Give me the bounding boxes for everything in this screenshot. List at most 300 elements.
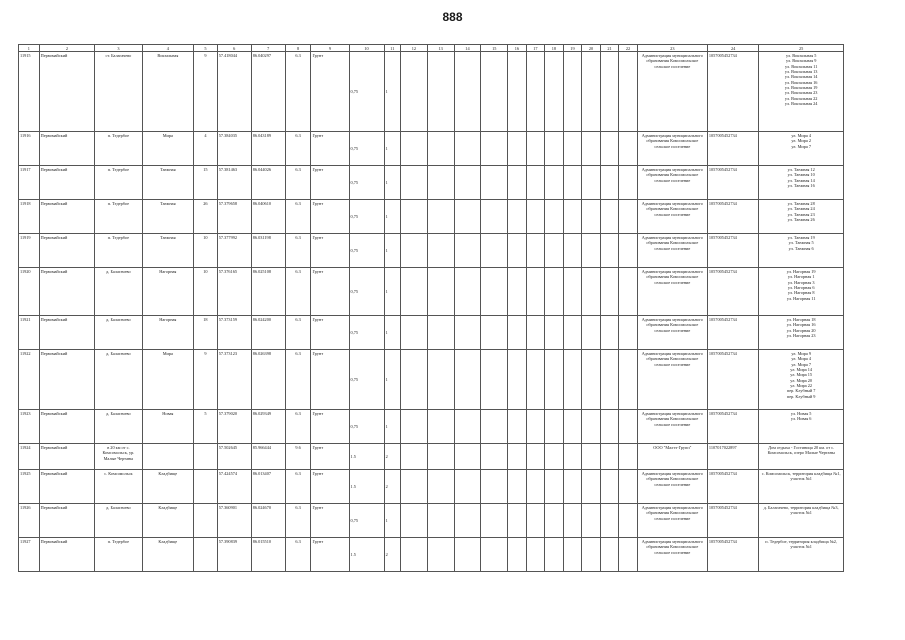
empty-cell bbox=[454, 538, 481, 572]
table-row bbox=[19, 316, 844, 350]
owner-cell: Администрация муниципального образования Комсомольское сельское поселение bbox=[637, 200, 707, 234]
table-row bbox=[19, 350, 844, 410]
empty-cell bbox=[600, 444, 619, 470]
empty-cell bbox=[526, 350, 545, 410]
address-line: ул. Новая 5 bbox=[790, 410, 812, 416]
empty-cell bbox=[454, 166, 481, 200]
district-cell: Первомайский bbox=[39, 268, 95, 316]
area-cell: 6.3 bbox=[285, 52, 311, 132]
empty-cell bbox=[619, 52, 638, 132]
address-line: ул. Таежная 26 bbox=[787, 216, 815, 222]
empty-cell bbox=[481, 350, 508, 410]
volume-cell: 0,75 bbox=[349, 504, 384, 538]
empty-cell bbox=[545, 410, 564, 444]
address-line: ул. Нагорная 20 bbox=[786, 327, 816, 333]
count-cell: 1 bbox=[384, 52, 400, 132]
area-cell: 6.3 bbox=[285, 504, 311, 538]
address-line: ул. Вокзальная 24 bbox=[784, 101, 818, 107]
settlement-cell: п. Тедербое bbox=[95, 538, 142, 572]
house-cell bbox=[194, 504, 218, 538]
empty-cell bbox=[600, 410, 619, 444]
empty-cell bbox=[508, 470, 527, 504]
empty-cell bbox=[619, 316, 638, 350]
empty-cell bbox=[563, 132, 582, 166]
column-header: 14 bbox=[454, 45, 481, 52]
area-cell: 6.3 bbox=[285, 268, 311, 316]
settlement-cell: п. Тедербое bbox=[95, 234, 142, 268]
row-number: 11924 bbox=[19, 444, 40, 470]
empty-cell bbox=[427, 316, 454, 350]
volume-cell: 0,75 bbox=[349, 410, 384, 444]
empty-cell bbox=[582, 234, 601, 268]
count-cell: 1 bbox=[384, 316, 400, 350]
latitude-cell: 57.381463 bbox=[217, 166, 251, 200]
latitude-cell: 57.384035 bbox=[217, 132, 251, 166]
address-line: ул. Мира 9 bbox=[791, 350, 811, 356]
address-line: д. Балагачево, территория кладбища №3, участок №1 bbox=[763, 504, 839, 516]
addresses-cell bbox=[759, 350, 844, 410]
empty-cell bbox=[563, 316, 582, 350]
address-line: ул. Мира 20 bbox=[790, 377, 813, 383]
house-cell bbox=[194, 444, 218, 470]
empty-cell bbox=[401, 444, 428, 470]
longitude-cell: 86.024200 bbox=[251, 316, 285, 350]
inn-cell: 1057005452734 bbox=[707, 200, 758, 234]
empty-cell bbox=[526, 52, 545, 132]
street-cell: Кладбище bbox=[142, 538, 193, 572]
empty-cell bbox=[454, 268, 481, 316]
address-line: пер. Клубный 7 bbox=[786, 388, 816, 394]
address-line: ул. Таежная 5 bbox=[788, 240, 814, 246]
empty-cell bbox=[454, 234, 481, 268]
row-number: 11923 bbox=[19, 410, 40, 444]
count-cell: 1 bbox=[384, 234, 400, 268]
empty-cell bbox=[427, 444, 454, 470]
latitude-cell: 57.390839 bbox=[217, 538, 251, 572]
page-number: 888 bbox=[442, 10, 463, 24]
longitude-cell: 86.029349 bbox=[251, 410, 285, 444]
column-header: 10 bbox=[349, 45, 384, 52]
surface-cell: Грунт bbox=[311, 52, 349, 132]
inn-cell: 1107017022897 bbox=[707, 444, 758, 470]
empty-cell bbox=[619, 350, 638, 410]
empty-cell bbox=[582, 268, 601, 316]
empty-cell bbox=[401, 350, 428, 410]
column-header: 9 bbox=[311, 45, 349, 52]
latitude-cell: 57.376165 bbox=[217, 268, 251, 316]
empty-cell bbox=[545, 538, 564, 572]
district-cell: Первомайский bbox=[39, 444, 95, 470]
empty-cell bbox=[526, 410, 545, 444]
owner-cell: Администрация муниципального образования Комсомольское сельское поселение bbox=[637, 504, 707, 538]
column-header: 16 bbox=[508, 45, 527, 52]
owner-cell: Администрация муниципального образования Комсомольское сельское поселение bbox=[637, 52, 707, 132]
house-cell: 15 bbox=[194, 166, 218, 200]
empty-cell bbox=[401, 52, 428, 132]
address-line: ул. Нагорная 3 bbox=[787, 279, 815, 285]
addresses-cell bbox=[759, 132, 844, 166]
house-cell: 26 bbox=[194, 200, 218, 234]
empty-cell bbox=[508, 234, 527, 268]
surface-cell: Грунт bbox=[311, 316, 349, 350]
address-line: ул. Мира 14 bbox=[790, 366, 813, 372]
longitude-cell: 86.024670 bbox=[251, 504, 285, 538]
empty-cell bbox=[427, 200, 454, 234]
row-number: 11927 bbox=[19, 538, 40, 572]
settlement-cell: п. Тедербое bbox=[95, 166, 142, 200]
surface-cell: Грунт bbox=[311, 410, 349, 444]
address-line: ул. Таежная 14 bbox=[787, 177, 815, 183]
row-number: 11921 bbox=[19, 316, 40, 350]
address-line: ул. Вокзальная 5 bbox=[785, 52, 817, 58]
owner-cell: Администрация муниципального образования Комсомольское сельское поселение bbox=[637, 166, 707, 200]
address-line: п. Тедербое, территория кладбища №2, участок №1 bbox=[765, 538, 838, 550]
addresses-cell bbox=[759, 504, 844, 538]
column-header: 15 bbox=[481, 45, 508, 52]
column-header: 5 bbox=[194, 45, 218, 52]
empty-cell bbox=[526, 470, 545, 504]
column-header: 17 bbox=[526, 45, 545, 52]
area-cell: 6.3 bbox=[285, 350, 311, 410]
house-cell bbox=[194, 538, 218, 572]
table-row bbox=[19, 166, 844, 200]
count-cell: 1 bbox=[384, 132, 400, 166]
empty-cell bbox=[401, 316, 428, 350]
street-cell: Мира bbox=[142, 350, 193, 410]
table-body bbox=[19, 45, 844, 572]
empty-cell bbox=[526, 538, 545, 572]
surface-cell: Грунт bbox=[311, 504, 349, 538]
longitude-cell: 86.013407 bbox=[251, 470, 285, 504]
address-line: ул. Нагорная 11 bbox=[786, 295, 816, 301]
inn-cell: 1057005452734 bbox=[707, 410, 758, 444]
empty-cell bbox=[481, 234, 508, 268]
table-row bbox=[19, 470, 844, 504]
empty-cell bbox=[427, 52, 454, 132]
empty-cell bbox=[582, 504, 601, 538]
table-row bbox=[19, 132, 844, 166]
empty-cell bbox=[427, 538, 454, 572]
longitude-cell: 86.044026 bbox=[251, 166, 285, 200]
empty-cell bbox=[600, 200, 619, 234]
owner-cell: Администрация муниципального образования Комсомольское сельское поселение bbox=[637, 234, 707, 268]
district-cell: Первомайский bbox=[39, 316, 95, 350]
owner-cell: Администрация муниципального образования Комсомольское сельское поселение bbox=[637, 132, 707, 166]
table-row bbox=[19, 504, 844, 538]
row-number: 11917 bbox=[19, 166, 40, 200]
latitude-cell: 57.377992 bbox=[217, 234, 251, 268]
empty-cell bbox=[454, 444, 481, 470]
empty-cell bbox=[545, 444, 564, 470]
settlement-cell: п. Тедербое bbox=[95, 132, 142, 166]
row-number: 11915 bbox=[19, 52, 40, 132]
empty-cell bbox=[508, 52, 527, 132]
column-header: 20 bbox=[582, 45, 601, 52]
empty-cell bbox=[526, 234, 545, 268]
volume-cell: 0,75 bbox=[349, 268, 384, 316]
empty-cell bbox=[427, 234, 454, 268]
inn-cell: 1057005452734 bbox=[707, 132, 758, 166]
longitude-cell: 86.026398 bbox=[251, 350, 285, 410]
empty-cell bbox=[619, 504, 638, 538]
volume-cell: 0,75 bbox=[349, 234, 384, 268]
empty-cell bbox=[454, 316, 481, 350]
empty-cell bbox=[545, 504, 564, 538]
empty-cell bbox=[582, 444, 601, 470]
latitude-cell: 57.379020 bbox=[217, 410, 251, 444]
settlement-cell: с. Комсомольск bbox=[95, 470, 142, 504]
addresses-cell bbox=[759, 444, 844, 470]
empty-cell bbox=[427, 410, 454, 444]
column-header: 24 bbox=[707, 45, 758, 52]
empty-cell bbox=[600, 504, 619, 538]
district-cell: Первомайский bbox=[39, 410, 95, 444]
addresses-cell bbox=[759, 410, 844, 444]
column-header: 4 bbox=[142, 45, 193, 52]
address-line: ул. Нагорная 23 bbox=[786, 332, 816, 338]
district-cell: Первомайский bbox=[39, 166, 95, 200]
empty-cell bbox=[454, 504, 481, 538]
empty-cell bbox=[563, 166, 582, 200]
inn-cell: 1057005452734 bbox=[707, 470, 758, 504]
empty-cell bbox=[508, 200, 527, 234]
address-line: ул. Мира 15 bbox=[790, 372, 813, 378]
area-cell: 6.3 bbox=[285, 316, 311, 350]
address-line: ул. Вокзальная 14 bbox=[784, 74, 818, 80]
address-line: ул. Нагорная 8 bbox=[787, 290, 815, 296]
empty-cell bbox=[481, 538, 508, 572]
empty-cell bbox=[619, 470, 638, 504]
empty-cell bbox=[526, 200, 545, 234]
empty-cell bbox=[508, 350, 527, 410]
address-line: ул. Таежная 24 bbox=[787, 206, 815, 212]
count-cell: 1 bbox=[384, 200, 400, 234]
empty-cell bbox=[600, 268, 619, 316]
count-cell: 1 bbox=[384, 166, 400, 200]
column-header: 11 bbox=[384, 45, 400, 52]
latitude-cell: 57.360901 bbox=[217, 504, 251, 538]
count-cell: 1 bbox=[384, 504, 400, 538]
volume-cell: 1.5 bbox=[349, 538, 384, 572]
address-line: ул. Нагорная 18 bbox=[786, 316, 816, 322]
volume-cell: 0,75 bbox=[349, 200, 384, 234]
empty-cell bbox=[600, 132, 619, 166]
volume-cell: 0,75 bbox=[349, 350, 384, 410]
surface-cell: Грунт bbox=[311, 444, 349, 470]
address-line: ул. Вокзальная 11 bbox=[784, 63, 818, 69]
inn-cell: 1057005452734 bbox=[707, 52, 758, 132]
table-row bbox=[19, 268, 844, 316]
empty-cell bbox=[545, 268, 564, 316]
latitude-cell: 57.373159 bbox=[217, 316, 251, 350]
table-row bbox=[19, 52, 844, 132]
district-cell: Первомайский bbox=[39, 132, 95, 166]
surface-cell: Грунт bbox=[311, 200, 349, 234]
table-row bbox=[19, 234, 844, 268]
column-header: 2 bbox=[39, 45, 95, 52]
address-line: с. Комсомольск, территория кладбища №1, участок №1 bbox=[761, 470, 841, 482]
empty-cell bbox=[508, 132, 527, 166]
empty-cell bbox=[526, 268, 545, 316]
area-cell: 6.3 bbox=[285, 200, 311, 234]
empty-cell bbox=[481, 444, 508, 470]
street-cell: Нагорная bbox=[142, 316, 193, 350]
table-row bbox=[19, 200, 844, 234]
district-cell: Первомайский bbox=[39, 350, 95, 410]
column-header: 1 bbox=[19, 45, 40, 52]
house-cell: 9 bbox=[194, 350, 218, 410]
settlement-cell: п. Тедербое bbox=[95, 200, 142, 234]
row-number: 11926 bbox=[19, 504, 40, 538]
settlement-cell: д. Балагачево bbox=[95, 504, 142, 538]
surface-cell: Грунт bbox=[311, 350, 349, 410]
empty-cell bbox=[508, 504, 527, 538]
empty-cell bbox=[481, 166, 508, 200]
owner-cell: Администрация муниципального образования Комсомольское сельское поселение bbox=[637, 316, 707, 350]
empty-cell bbox=[619, 166, 638, 200]
latitude-cell: 57.502645 bbox=[217, 444, 251, 470]
inn-cell: 1057005452734 bbox=[707, 234, 758, 268]
surface-cell: Грунт bbox=[311, 132, 349, 166]
empty-cell bbox=[454, 410, 481, 444]
empty-cell bbox=[481, 470, 508, 504]
empty-cell bbox=[600, 470, 619, 504]
empty-cell bbox=[454, 470, 481, 504]
district-cell: Первомайский bbox=[39, 52, 95, 132]
empty-cell bbox=[545, 166, 564, 200]
address-line: ул. Мира 7 bbox=[791, 143, 811, 149]
address-line: ул. Таежная 28 bbox=[787, 200, 815, 206]
row-number: 11925 bbox=[19, 470, 40, 504]
row-number: 11918 bbox=[19, 200, 40, 234]
empty-cell bbox=[401, 200, 428, 234]
owner-cell: ООО "Малтэ-Групп" bbox=[637, 444, 707, 470]
column-header: 22 bbox=[619, 45, 638, 52]
empty-cell bbox=[582, 470, 601, 504]
empty-cell bbox=[526, 132, 545, 166]
surface-cell: Грунт bbox=[311, 234, 349, 268]
empty-cell bbox=[401, 538, 428, 572]
area-cell: 6.3 bbox=[285, 470, 311, 504]
empty-cell bbox=[582, 350, 601, 410]
empty-cell bbox=[401, 132, 428, 166]
area-cell: 6.3 bbox=[285, 538, 311, 572]
address-line: ул. Мира 2 bbox=[791, 138, 811, 144]
street-cell: Новая bbox=[142, 410, 193, 444]
inn-cell: 1057005452734 bbox=[707, 538, 758, 572]
empty-cell bbox=[481, 268, 508, 316]
volume-cell: 0,75 bbox=[349, 166, 384, 200]
street-cell bbox=[142, 444, 193, 470]
empty-cell bbox=[526, 504, 545, 538]
address-line: ул. Вокзальная 22 bbox=[784, 95, 818, 101]
row-number: 11919 bbox=[19, 234, 40, 268]
address-line: ул. Мира 4 bbox=[791, 356, 811, 362]
empty-cell bbox=[563, 504, 582, 538]
empty-cell bbox=[427, 268, 454, 316]
district-cell: Первомайский bbox=[39, 470, 95, 504]
owner-cell: Администрация муниципального образования Комсомольское сельское поселение bbox=[637, 538, 707, 572]
address-line: ул. Вокзальная 19 bbox=[784, 85, 818, 91]
volume-cell: 0,75 bbox=[349, 52, 384, 132]
empty-cell bbox=[508, 444, 527, 470]
empty-cell bbox=[508, 410, 527, 444]
address-line: пер. Клубный 9 bbox=[786, 393, 816, 399]
empty-cell bbox=[427, 132, 454, 166]
owner-cell: Администрация муниципального образования Комсомольское сельское поселение bbox=[637, 268, 707, 316]
table-row bbox=[19, 538, 844, 572]
address-line: ул. Таежная 23 bbox=[787, 211, 815, 217]
empty-cell bbox=[582, 166, 601, 200]
table-row bbox=[19, 444, 844, 470]
address-line: ул. Новая 6 bbox=[790, 416, 812, 422]
empty-cell bbox=[545, 132, 564, 166]
empty-cell bbox=[401, 470, 428, 504]
table-row bbox=[19, 410, 844, 444]
empty-cell bbox=[454, 52, 481, 132]
empty-cell bbox=[545, 470, 564, 504]
empty-cell bbox=[481, 504, 508, 538]
district-cell: Первомайский bbox=[39, 538, 95, 572]
address-line: ул. Мира 4 bbox=[791, 132, 811, 138]
empty-cell bbox=[582, 52, 601, 132]
empty-cell bbox=[600, 316, 619, 350]
count-cell: 2 bbox=[384, 470, 400, 504]
addresses-cell bbox=[759, 52, 844, 132]
empty-cell bbox=[600, 166, 619, 200]
address-line: ул. Нагорная 19 bbox=[786, 268, 816, 274]
empty-cell bbox=[454, 132, 481, 166]
address-line: ул. Вокзальная 23 bbox=[784, 90, 818, 96]
area-cell: 6.3 bbox=[285, 234, 311, 268]
empty-cell bbox=[600, 52, 619, 132]
address-line: ул. Таежная 10 bbox=[787, 172, 815, 178]
empty-cell bbox=[563, 470, 582, 504]
row-number: 11920 bbox=[19, 268, 40, 316]
address-line: ул. Нагорная 16 bbox=[786, 322, 816, 328]
surface-cell: Грунт bbox=[311, 268, 349, 316]
street-cell: Таежная bbox=[142, 234, 193, 268]
empty-cell bbox=[619, 538, 638, 572]
empty-cell bbox=[401, 410, 428, 444]
longitude-cell: 86.015510 bbox=[251, 538, 285, 572]
column-header: 18 bbox=[545, 45, 564, 52]
street-cell: Таежная bbox=[142, 200, 193, 234]
addresses-cell bbox=[759, 538, 844, 572]
empty-cell bbox=[619, 268, 638, 316]
count-cell: 1 bbox=[384, 410, 400, 444]
inn-cell: 1057005452734 bbox=[707, 316, 758, 350]
empty-cell bbox=[508, 538, 527, 572]
district-cell: Первомайский bbox=[39, 200, 95, 234]
empty-cell bbox=[526, 444, 545, 470]
empty-cell bbox=[619, 200, 638, 234]
longitude-cell: 86.040297 bbox=[251, 52, 285, 132]
area-cell: 9.6 bbox=[285, 444, 311, 470]
empty-cell bbox=[563, 52, 582, 132]
empty-cell bbox=[401, 268, 428, 316]
empty-cell bbox=[508, 268, 527, 316]
empty-cell bbox=[508, 166, 527, 200]
empty-cell bbox=[563, 444, 582, 470]
column-header: 8 bbox=[285, 45, 311, 52]
row-number: 11916 bbox=[19, 132, 40, 166]
empty-cell bbox=[563, 234, 582, 268]
empty-cell bbox=[619, 234, 638, 268]
settlement-cell: ст. Балагачево bbox=[95, 52, 142, 132]
empty-cell bbox=[508, 316, 527, 350]
empty-cell bbox=[563, 538, 582, 572]
